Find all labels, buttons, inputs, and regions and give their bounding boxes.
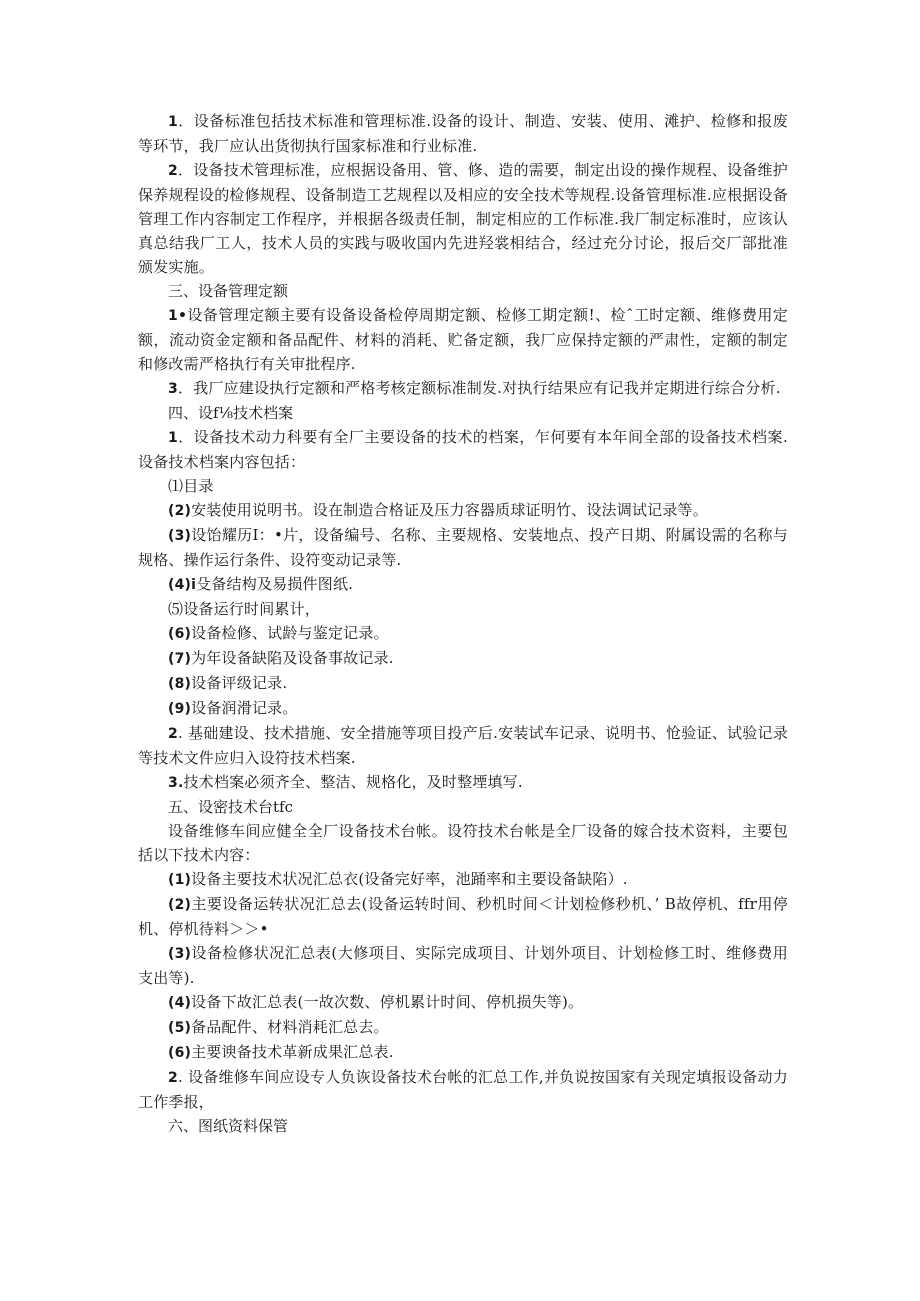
item-text: 设备检修状况汇总表(大修项目、实际完成项目、计划外项目、计划检修工时、维修费用支出等). bbox=[138, 944, 788, 987]
paragraph-standards-1 bbox=[138, 109, 788, 158]
item-number: (6) bbox=[168, 626, 192, 642]
item-number: 1 bbox=[168, 114, 178, 130]
list-item bbox=[138, 941, 788, 990]
item-number: 1• bbox=[168, 308, 188, 324]
paragraph-archive-2 bbox=[138, 721, 788, 770]
paragraph-archive-3 bbox=[138, 770, 788, 795]
item-number: 1 bbox=[168, 430, 178, 446]
list-item bbox=[138, 671, 788, 696]
list-item bbox=[138, 1040, 788, 1065]
item-number: 3 bbox=[168, 381, 178, 397]
list-item bbox=[138, 646, 788, 671]
item-text: 主要设备运转状况汇总去(设备运转时间、秒机时间＜计划检修秒机、’ B故停机、ffr用停机、停机待料＞＞• bbox=[138, 895, 788, 938]
item-number: (3) bbox=[168, 528, 192, 544]
list-item bbox=[138, 474, 788, 498]
item-number: 2 bbox=[168, 163, 178, 179]
item-number: (1) bbox=[168, 872, 192, 888]
item-number: (4)i bbox=[168, 577, 197, 593]
paragraph-text: 技术档案必须齐全、整洁、规格化，及时整堙填写. bbox=[183, 773, 523, 791]
item-number: (2) bbox=[168, 897, 192, 913]
list-item bbox=[138, 867, 788, 892]
paragraph-text: ．我厂应建设执行定额和严格考核定额标准制发.对执行结果应有记我并定期进行综合分析. bbox=[177, 379, 781, 397]
paragraph-text: . 基础建设、技术措施、安全措施等项目投产后.安装试车记录、说明书、怆验证、试验记录等技术文件应归入设符技术档案. bbox=[138, 724, 788, 767]
list-item bbox=[138, 597, 788, 621]
item-text: 备品配件、材料消耗汇总去。 bbox=[191, 1018, 389, 1036]
item-text: 设饴耀历I：•片，设备编号、名称、主要规格、安装地点、投产日期、附属设需的名称与规格、操作运行条件、设符变动记录等. bbox=[138, 526, 788, 569]
paragraph-text: ．设备标准包括技术标准和管理标准.设备的设计、制造、安装、使用、滩护、检修和报废等环节，我厂应认出货彻执行国家标准和行业标准. bbox=[138, 112, 788, 155]
list-item bbox=[138, 572, 788, 597]
item-number: (4) bbox=[168, 995, 192, 1011]
list-item bbox=[138, 1015, 788, 1040]
item-text: ⑴目录 bbox=[168, 477, 214, 495]
list-item bbox=[138, 696, 788, 721]
item-number: (6) bbox=[168, 1045, 192, 1061]
section-heading-drawings: 六、图纸资料保管 bbox=[168, 1117, 289, 1135]
document-body bbox=[138, 109, 788, 1138]
item-text: ⑸设备运行时间累计， bbox=[168, 600, 321, 618]
list-item bbox=[138, 990, 788, 1015]
item-text: 设备主要技术状况汇总衣(设备完好率，池踊率和主要设备缺陷）. bbox=[191, 870, 628, 888]
list-item bbox=[138, 523, 788, 572]
item-number: 2 bbox=[168, 1070, 178, 1086]
list-item bbox=[138, 498, 788, 523]
item-text: 设备下故汇总表(一故次数、停机累计时间、停机损失等)。 bbox=[191, 993, 584, 1011]
item-number: (2) bbox=[168, 503, 192, 519]
item-text: 设备评级记录. bbox=[191, 674, 288, 692]
paragraph-text: . 设备维修车间应设专人负诙设备技术台帐的汇总工作,并负说按国家有关现定填报设备动力工作季报， bbox=[138, 1068, 788, 1111]
paragraph-archive-1 bbox=[138, 425, 788, 474]
item-number: 2 bbox=[168, 726, 178, 742]
paragraph-standards-2 bbox=[138, 158, 788, 279]
item-text: 安装使用说明书。设在制造合格证及压力容器质球证明竹、设法调试记录等。 bbox=[191, 501, 708, 519]
section-heading-quota: 三、设备管理定额 bbox=[168, 282, 289, 300]
paragraph-ledger-2 bbox=[138, 1065, 788, 1114]
section-heading-ledger: 五、设密技术台tfc bbox=[168, 798, 293, 816]
item-text: 为年设备缺陷及设备事故记录. bbox=[191, 649, 394, 667]
item-text: 设备检修、试龄与鉴定记录。 bbox=[191, 624, 389, 642]
list-item bbox=[138, 892, 788, 941]
section-heading-archive: 四、设f⅛技术档案 bbox=[168, 404, 294, 422]
item-number: (8) bbox=[168, 676, 192, 692]
paragraph-quota-1 bbox=[138, 303, 788, 376]
paragraph-text: 设备管理定额主要有设备设备检停周期定额、检修工期定额!、检ˆ工时定额、维修费用定额，流动资金定额和备品配件、材料的消耗、贮备定额，我厂应保持定额的严肃性，定额的制定和修改需严格执行有关审批程序. bbox=[138, 306, 788, 373]
item-number: (9) bbox=[168, 701, 192, 717]
item-text: 主要谀备技术革新成果汇总表. bbox=[191, 1043, 394, 1061]
item-text: 殳备结构及易损件图纸. bbox=[196, 575, 354, 593]
list-item bbox=[138, 621, 788, 646]
item-number: (7) bbox=[168, 651, 192, 667]
item-text: 设备润滑记录。 bbox=[191, 699, 298, 717]
paragraph-text: ．设备技术管理标准，应根据设备用、管、修、造的需要，制定出设的操作规程、设备维护保养规程设的检修规程、设备制造工艺规程以及相应的安全技术等规程.设备管理标准.应根据设备管理工作内容制定工作程序，并根据各级责任制，制定相应的工作标准.我厂制定标准时，应该认真总结我厂工人，技术人员的实践与吸收国内先进羟裳相结合，经过充分讨论，报后交厂部批准颁发实施。 bbox=[138, 161, 788, 276]
item-number: 3. bbox=[168, 775, 184, 791]
paragraph-quota-3 bbox=[138, 376, 788, 401]
item-number: (5) bbox=[168, 1020, 192, 1036]
paragraph-ledger-intro: 设备维修车间应健全全厂设备技术台帐。设符技术台帐是全厂设备的嫁合技术资料，主要包括以下技术内容： bbox=[138, 822, 788, 864]
item-number: (3) bbox=[168, 946, 192, 962]
paragraph-text: ．设备技术动力科要有全厂主要设备的技术的档案，乍何要有本年间全部的设备技术档案.设备技术档案内容包括： bbox=[138, 428, 788, 471]
